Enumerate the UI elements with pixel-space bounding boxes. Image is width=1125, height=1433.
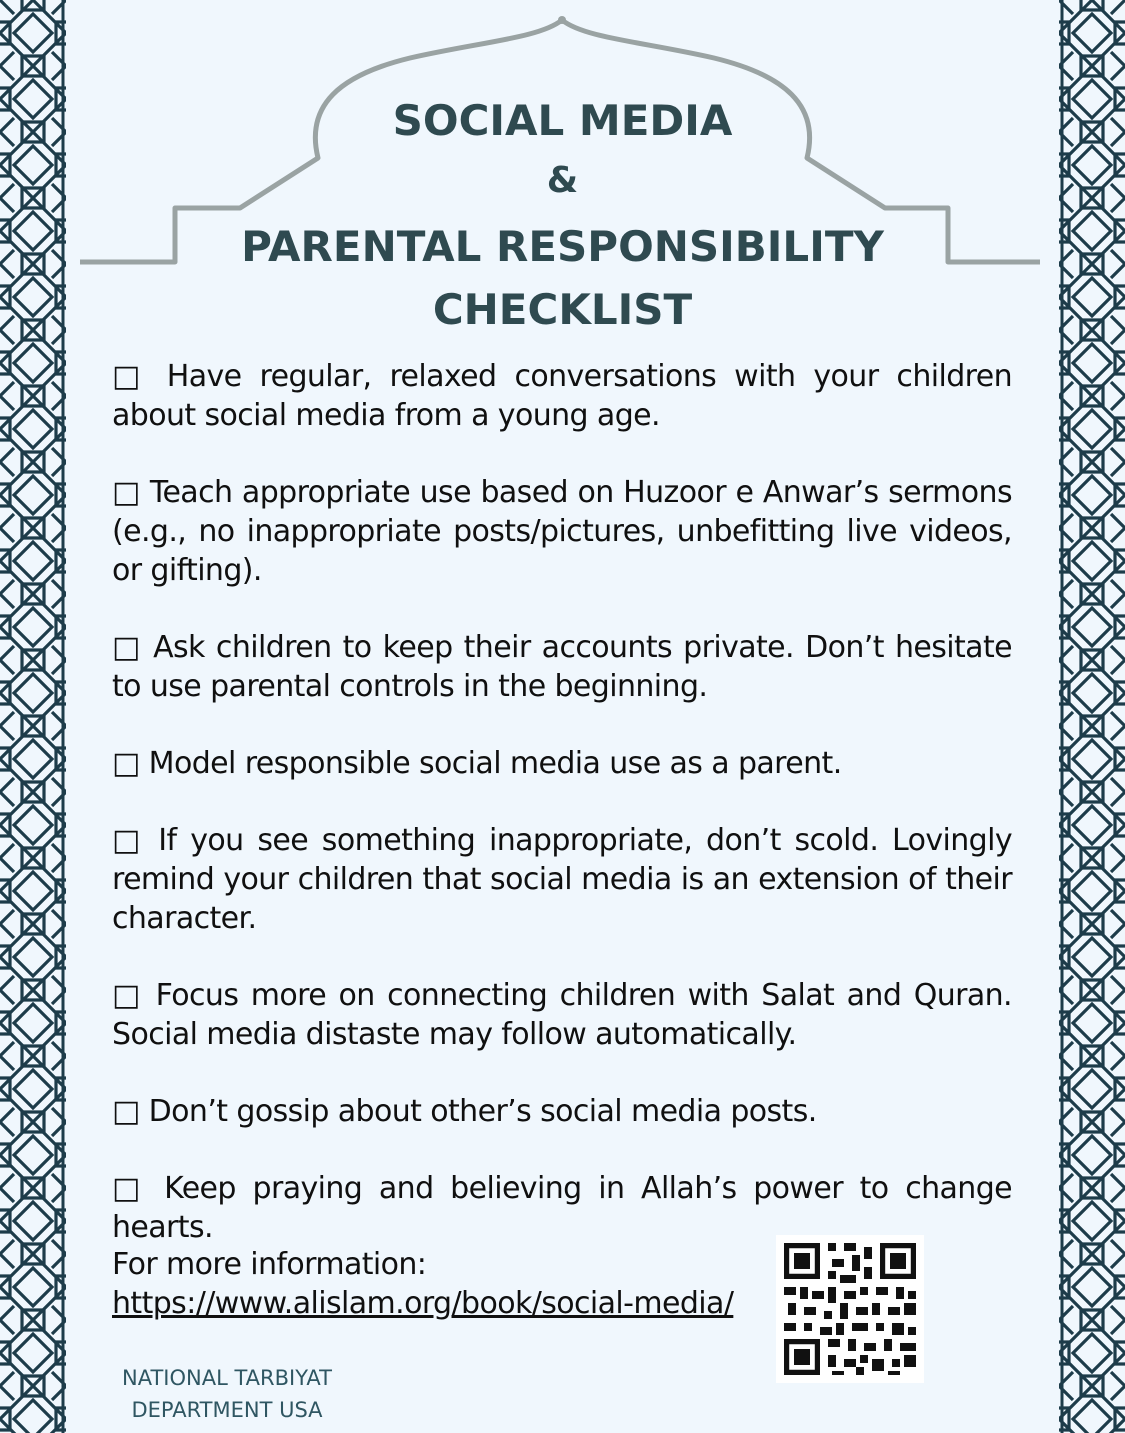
checklist-item: □ If you see something inappropriate, don’t scold. Lovingly remind your children that social media is an extension of their character. <box>112 823 1012 936</box>
checklist-item: □ Model responsible social media use as a parent. <box>112 746 842 781</box>
department-line-2: DEPARTMENT USA <box>131 1398 323 1422</box>
more-info <box>112 1245 772 1323</box>
checklist-item: □ Teach appropriate use based on Huzoor e Anwar’s sermons (e.g., no inappropriate posts/pictures, unbefitting live videos, or gifting). <box>112 475 1012 588</box>
title-ampersand: & <box>546 160 579 201</box>
left-border-pattern <box>0 0 66 1433</box>
checklist-item: □ Focus more on connecting children with Salat and Quran. Social media distaste may follow automatically. <box>112 978 1012 1052</box>
department-line-1: NATIONAL TARBIYAT <box>122 1366 332 1390</box>
checklist <box>112 357 1012 1285</box>
checklist-item: □ Have regular, relaxed conversations with your children about social media from a young age. <box>112 359 1012 433</box>
more-info-link[interactable]: https://www.alislam.org/book/social-media/ <box>112 1286 734 1321</box>
right-border-pattern <box>1059 0 1125 1433</box>
checklist-item: □ Keep praying and believing in Allah’s power to change hearts. <box>112 1171 1012 1245</box>
title-line-social-media: SOCIAL MEDIA <box>392 96 733 145</box>
title-line-parental-responsibility: PARENTAL RESPONSIBILITY <box>241 222 884 271</box>
department-name <box>112 1362 342 1426</box>
checklist-item: □ Don’t gossip about other’s social media posts. <box>112 1094 817 1129</box>
title-line-checklist: CHECKLIST <box>432 285 693 334</box>
more-info-label: For more information: <box>112 1247 427 1282</box>
checklist-item: □ Ask children to keep their accounts private. Don’t hesitate to use parental controls in the beginning. <box>112 630 1012 704</box>
qr-code-icon <box>776 1235 924 1383</box>
